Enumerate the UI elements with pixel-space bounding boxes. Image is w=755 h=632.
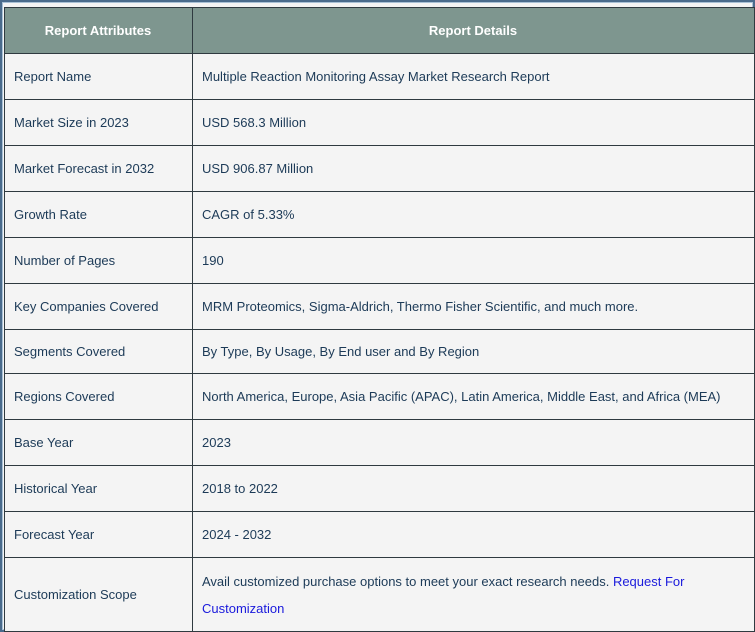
row-value: CAGR of 5.33% [193,192,755,238]
row-label: Key Companies Covered [5,284,193,330]
row-label: Market Size in 2023 [5,100,193,146]
table-row [5,238,755,284]
row-value: USD 906.87 Million [193,146,755,192]
row-value-customization [193,558,755,632]
row-value: North America, Europe, Asia Pacific (APAC), Latin America, Middle East, and Africa (MEA) [193,374,755,420]
row-label: Report Name [5,54,193,100]
table-row [5,146,755,192]
row-label: Regions Covered [5,374,193,420]
row-value: MRM Proteomics, Sigma-Aldrich, Thermo Fisher Scientific, and much more. [193,284,755,330]
table-row [5,374,755,420]
row-label: Market Forecast in 2032 [5,146,193,192]
row-label: Segments Covered [5,330,193,374]
row-value: USD 568.3 Million [193,100,755,146]
row-label: Number of Pages [5,238,193,284]
row-label: Base Year [5,420,193,466]
table-row [5,466,755,512]
row-label: Forecast Year [5,512,193,558]
table-row [5,100,755,146]
table-row [5,420,755,466]
customization-text-wrap [202,568,744,622]
header-row [5,8,755,54]
report-table [4,7,755,632]
table-row [5,192,755,238]
row-value: 2023 [193,420,755,466]
table-row [5,54,755,100]
table-row [5,284,755,330]
request-customization-link[interactable]: Request For Customization [202,573,685,616]
customization-text: Avail customized purchase options to meet your exact research needs. [202,573,610,589]
row-label: Historical Year [5,466,193,512]
row-value: Multiple Reaction Monitoring Assay Market Research Report [193,54,755,100]
row-value: By Type, By Usage, By End user and By Region [193,330,755,374]
table-row-customization [5,558,755,632]
row-value: 190 [193,238,755,284]
header-report-attributes: Report Attributes [5,8,193,54]
row-label-customization: Customization Scope [5,558,193,632]
header-report-details: Report Details [193,8,755,54]
row-value: 2024 - 2032 [193,512,755,558]
row-label: Growth Rate [5,192,193,238]
table-row [5,330,755,374]
row-value: 2018 to 2022 [193,466,755,512]
table-row [5,512,755,558]
